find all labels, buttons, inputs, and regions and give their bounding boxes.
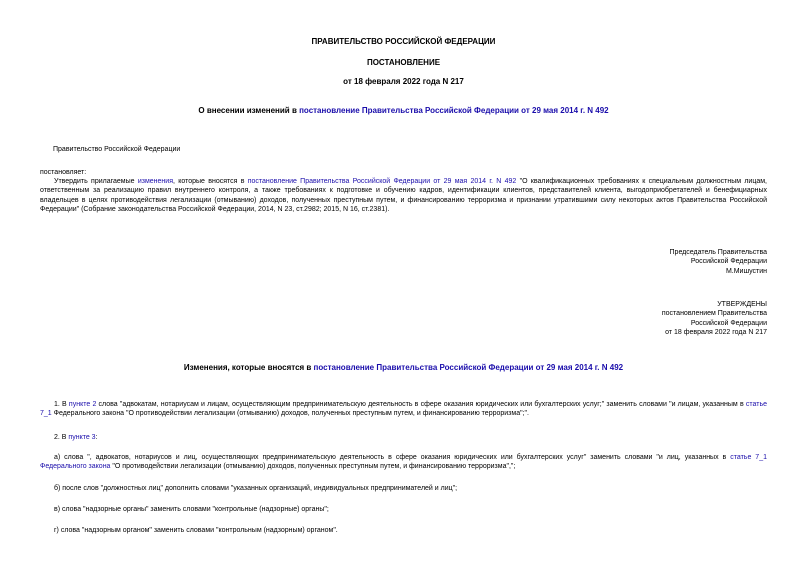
p1-text-b: , которые вносятся в [173,178,248,185]
p1-link-changes[interactable]: изменения [137,178,173,185]
paragraph-1 [40,177,767,215]
item-2-link-p3[interactable]: пункте 3 [68,434,96,441]
item-1-link-p2[interactable]: пункте 2 [68,401,97,408]
item-1 [40,400,767,419]
item-a-text-a: а) слова ", адвокатов, нотариусов и лиц, осуществляющих предпринимательскую деятельность в сфере оказания юридических или бухгалтерских услуг" заменить словами "и лиц, указанных в [54,454,731,461]
signature-block [500,248,767,276]
title-prefix: О внесении изменений в [198,106,300,115]
signature-line-3: М.Мишустин [725,267,767,275]
signature-line-2: Российской Федерации [690,258,767,266]
p1-text-c: "О квалификационных требованиях к специальным должностным лицам, ответственным за реализацию правил внутреннего контроля, а также требованиях к подготовке и обучению кадров, идентификации клиентов, представителей клиента, выгодоприобретателей и бенефициарных владельцев в целях противодействия легализации (отмыванию) доходов, полученных преступным путем, и финансированию терроризма и признании утратившими силу некоторых актов Правительства Российской Федерации" (Собрание законодательства Российской Федерации, 2014, N 23, ст.2982; 2015, N 16, ст.2381). [40,178,768,214]
item-a-link-art71[interactable]: статье 7_1 [730,454,767,461]
decides: постановляет: [40,169,87,176]
approved-block [500,300,767,338]
item-v: в) слова "надзорные органы" заменить словами "контрольные (надзорные) органы"; [54,506,329,513]
approved-line-2: постановлением Правительства [661,310,767,318]
item-1-link-art71[interactable]: статье 7_1 [40,401,767,418]
changes-title-prefix: Изменения, которые вносятся в [183,363,314,372]
item-1-text-c: Федерального закона "О противодействии легализации (отмыванию) доходов, полученных преступным путем, и финансированию терроризма";". [51,410,529,418]
item-a-text-c: "О противодействии легализации (отмыванию) доходов, полученных преступным путем, и финансированию терроризма","; [110,463,516,471]
document-date: от 18 февраля 2022 года N 217 [343,77,464,86]
changes-title-link[interactable]: постановление Правительства Российской Федерации от 29 мая 2014 г. N 492 [313,363,624,372]
item-2 [54,433,98,442]
item-a [40,453,767,472]
title-link[interactable]: постановление Правительства Российской Федерации от 29 мая 2014 г. N 492 [299,106,609,115]
document-title [0,106,807,117]
approved-line-1: УТВЕРЖДЕНЫ [717,301,767,308]
item-2-text-b: : [95,434,98,441]
document-type: ПОСТАНОВЛЕНИЕ [366,58,441,67]
approved-line-3: Российской Федерации [690,319,767,327]
item-g: г) слова "надзорным органом" заменить словами "контрольным (надзорным) органом". [54,527,338,534]
issuer: Правительство Российской Федерации [53,146,181,153]
item-2-text-a: 2. В [54,434,69,441]
p1-text-a: Утвердить прилагаемые [54,178,138,185]
changes-title [0,363,807,374]
signature-line-1: Председатель Правительства [669,249,767,256]
approved-line-4: от 18 февраля 2022 года N 217 [665,329,767,337]
item-1-text-a: 1. В [54,401,69,408]
item-a-link-law[interactable]: Федерального закона [40,463,111,471]
government-heading: ПРАВИТЕЛЬСТВО РОССИЙСКОЙ ФЕДЕРАЦИИ [311,37,496,46]
item-b: б) после слов "должностных лиц" дополнить словами "указанных организаций, индивидуальных предпринимателей и лиц"; [54,485,458,492]
p1-link-decree[interactable]: постановление Правительства Российской Федерации от 29 мая 2014 г. N 492 [247,178,517,185]
item-1-text-b: слова "адвокатам, нотариусам и лицам, осуществляющим предпринимательскую деятельность в сфере оказания юридических или бухгалтерских услуг;" заменить словами "и лицам, указанным в [96,401,746,408]
